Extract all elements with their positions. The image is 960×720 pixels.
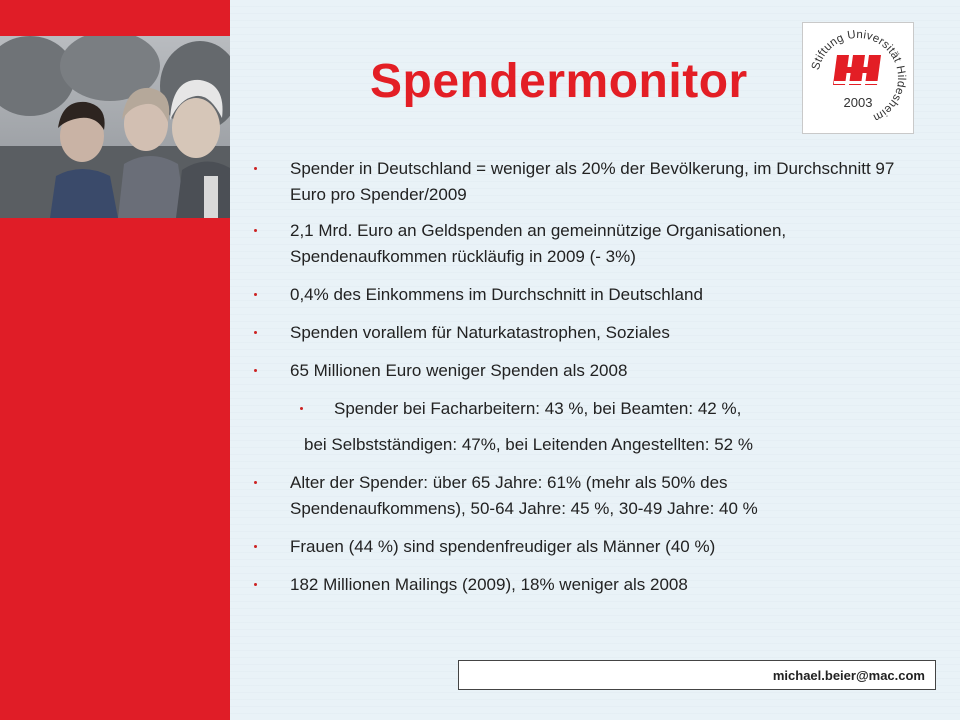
bullet-dot (254, 331, 257, 334)
svg-text:Stiftung Universität Hildeshei: Stiftung Universität Hildesheim (809, 28, 908, 124)
list-item (254, 156, 904, 208)
list-item (254, 218, 904, 270)
bullet-dot (254, 293, 257, 296)
bullet-text: bei Selbstständigen: 47%, bei Leitenden Angestellten: 52 % (304, 435, 753, 454)
bullet-dot (254, 229, 257, 232)
bullet-text: Alter der Spender: über 65 Jahre: 61% (mehr als 50% des Spendenaufkommens), 50-64 Jahre: 45 %, 30-49 Jahre: 40 % (290, 473, 758, 518)
university-logo (802, 22, 914, 134)
bullet-dot (254, 167, 257, 170)
footer-email-box (458, 660, 936, 690)
sub-list-continuation (254, 432, 904, 458)
header-photo (0, 36, 230, 218)
bullet-text: 2,1 Mrd. Euro an Geldspenden an gemeinnützige Organisationen, Spendenaufkommen rückläufig in 2009 (- 3%) (290, 221, 787, 266)
list-item (254, 470, 904, 522)
bullet-text: Frauen (44 %) sind spendenfreudiger als Männer (40 %) (290, 537, 716, 556)
bullet-dot (254, 545, 257, 548)
bullet-text: Spenden vorallem für Naturkatastrophen, Soziales (290, 323, 670, 342)
bullet-dot (254, 481, 257, 484)
bullet-text: Spender bei Facharbeitern: 43 %, bei Beamten: 42 %, (334, 399, 742, 418)
bullet-text: 65 Millionen Euro weniger Spenden als 2008 (290, 361, 628, 380)
bullet-list (254, 156, 904, 598)
bullet-text: 0,4% des Einkommens im Durchschnitt in Deutschland (290, 285, 703, 304)
list-item (254, 572, 904, 598)
footer-email[interactable]: michael.beier@mac.com (772, 668, 925, 683)
bullet-dot (300, 407, 303, 410)
bullet-dot (254, 583, 257, 586)
list-item (254, 358, 904, 384)
list-item (254, 534, 904, 560)
bullet-dot (254, 369, 257, 372)
bullet-text: Spender in Deutschland = weniger als 20% der Bevölkerung, im Durchschnitt 97 Euro pro Spender/2009 (290, 159, 895, 204)
list-item (254, 282, 904, 308)
list-item (254, 320, 904, 346)
svg-text:2003: 2003 (843, 95, 873, 110)
sub-list-item (254, 396, 904, 422)
bullet-text: 182 Millionen Mailings (2009), 18% weniger als 2008 (290, 575, 688, 594)
slide-title: Spendermonitor (370, 55, 748, 108)
